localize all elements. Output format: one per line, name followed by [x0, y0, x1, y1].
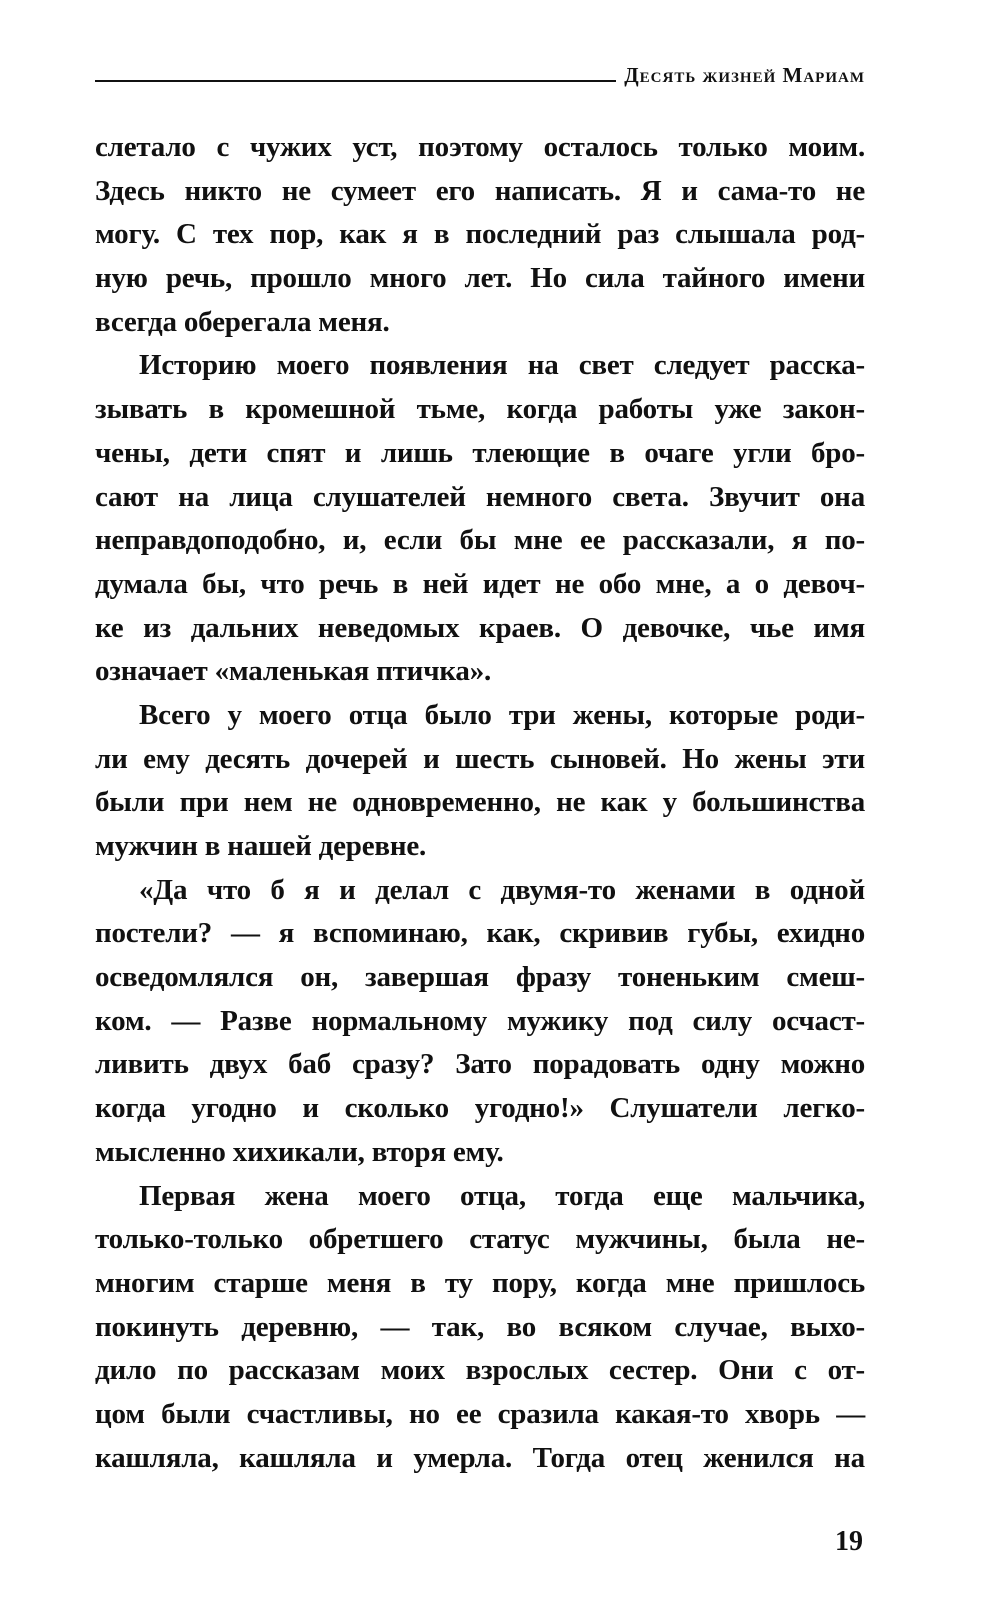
- text-line: многим старше меня в ту пору, когда мне пришлось: [95, 1266, 865, 1299]
- text-line: слетало с чужих уст, поэтому осталось только моим.: [95, 131, 865, 163]
- text-line: осведомлялся он, завершая фразу тоненьким смеш-: [95, 961, 865, 994]
- text-line: ную речь, прошло много лет. Но сила тайного имени: [95, 262, 865, 295]
- text-line: кашляла, кашляла и умерла. Тогда отец женился на: [95, 1441, 865, 1474]
- text-line: означает «маленькая птичка».: [95, 655, 492, 688]
- text-line: когда угодно и сколько угодно!» Слушатели легко-: [95, 1092, 865, 1125]
- body-text: [95, 126, 865, 1480]
- header-rule: [95, 80, 616, 82]
- text-line: всегда оберегала меня.: [95, 305, 390, 338]
- text-line: Здесь никто не сумеет его написать. Я и сама-то не: [95, 174, 865, 207]
- text-line: ли ему десять дочерей и шесть сыновей. Но жены эти: [95, 742, 865, 775]
- text-line: чены, дети спят и лишь тлеющие в очаге угли бро-: [95, 436, 865, 469]
- text-line: «Да что б я и делал с двумя-то женами в одной: [139, 873, 865, 906]
- text-line: зывать в кромешной тьме, когда работы уже закон-: [95, 393, 865, 426]
- text-line: сают на лица слушателей немного света. Звучит она: [95, 480, 865, 513]
- text-line: только-только обретшего статус мужчины, была не-: [95, 1223, 865, 1256]
- text-line: ливить двух баб сразу? Зато порадовать одну можно: [95, 1048, 865, 1081]
- running-head: [95, 58, 865, 88]
- text-line: Историю моего появления на свет следует расска-: [139, 349, 865, 382]
- text-line: могу. С тех пор, как я в последний раз слышала род-: [95, 218, 865, 251]
- text-line: покинуть деревню, — так, во всяком случае, выхо-: [95, 1310, 865, 1343]
- page-number: 19: [835, 1526, 863, 1557]
- text-line: Всего у моего отца было три жены, которые роди-: [139, 698, 865, 731]
- text-line: постели? — я вспоминаю, как, скривив губы, ехидно: [95, 917, 865, 950]
- text-line: ке из дальних неведомых краев. О девочке, чье имя: [95, 611, 865, 644]
- running-title: Десять жизней Мариам: [624, 63, 865, 87]
- text-line: ком. — Разве нормальному мужику под силу осчаст-: [95, 1004, 865, 1037]
- text-line: Первая жена моего отца, тогда еще мальчика,: [139, 1179, 865, 1212]
- text-line: цом были счастливы, но ее сразила какая-то хворь —: [95, 1397, 865, 1430]
- text-line: мысленно хихикали, вторя ему.: [95, 1135, 504, 1168]
- text-line: дило по рассказам моих взрослых сестер. Они с от-: [95, 1354, 865, 1387]
- text-line: мужчин в нашей деревне.: [95, 830, 427, 862]
- text-line: неправдоподобно, и, если бы мне ее рассказали, я по-: [95, 524, 865, 557]
- text-line: были при нем не одновременно, не как у большинства: [95, 786, 865, 819]
- text-line: думала бы, что речь в ней идет не обо мне, а о девоч-: [95, 567, 865, 600]
